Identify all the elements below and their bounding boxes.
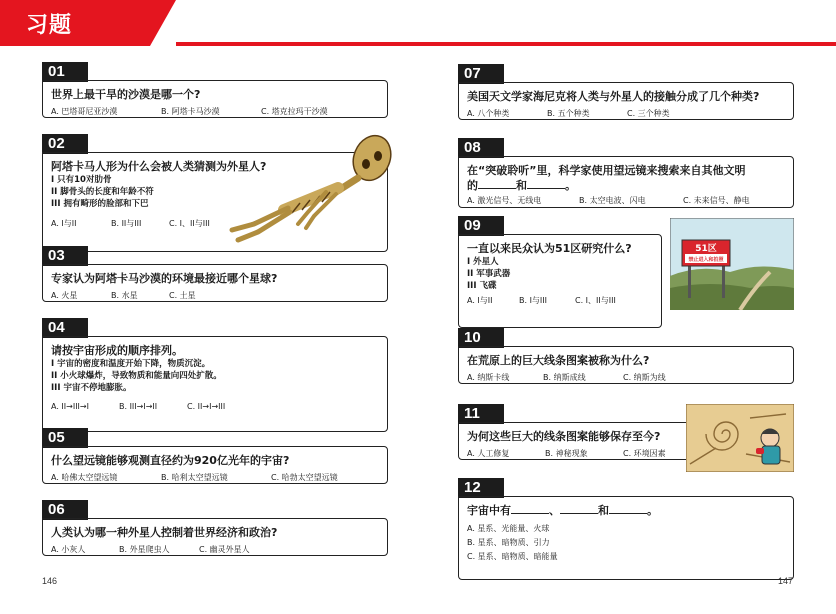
sign-title: 51区	[695, 244, 717, 254]
question-text: 美国天文学家海尼克将人类与外星人的接触分成了几个种类?	[467, 90, 760, 103]
option-c[interactable]: C. I、II与III	[169, 219, 210, 228]
question-text: 一直以来民众认为51区研究什么?	[467, 242, 632, 255]
question-box	[42, 80, 388, 118]
statement-1: I 宇宙的密度和温度开始下降，物质沉淀。	[51, 359, 211, 369]
option-a[interactable]: A. 人工修复	[467, 449, 510, 458]
question-box	[42, 518, 388, 556]
question-box	[42, 264, 388, 302]
header-white-area	[176, 0, 836, 46]
question-number: 06	[42, 500, 88, 520]
area-51-illustration	[670, 218, 794, 310]
option-b[interactable]: B. 五个种类	[547, 109, 590, 118]
statement-3: III 飞碟	[467, 281, 497, 291]
option-a[interactable]: A. I与II	[51, 219, 77, 228]
question-box	[458, 422, 694, 460]
mummy-skeleton-illustration	[218, 128, 404, 244]
statement-3: III 宇宙不停地膨胀。	[51, 383, 132, 393]
option-c[interactable]: C. 哈勃太空望远镜	[271, 473, 338, 482]
fill-blank-2[interactable]	[560, 503, 598, 514]
option-c[interactable]: C. 纳斯为线	[623, 373, 666, 382]
options	[467, 448, 685, 460]
option-c[interactable]: C. 土星	[169, 291, 196, 300]
options	[467, 108, 785, 120]
option-a[interactable]: A. 激光信号、无线电	[467, 196, 542, 205]
question-text: 为何这些巨大的线条图案能够保存至今?	[467, 430, 661, 443]
sign-subtitle: 禁止进入和拍照	[688, 257, 724, 263]
option-a[interactable]: A. 纳斯卡线	[467, 373, 510, 382]
option-b[interactable]: B. 阿塔卡马沙漠	[161, 107, 220, 116]
option-a[interactable]: A. I与II	[467, 296, 493, 305]
question-box	[458, 156, 794, 208]
fill-blank-3[interactable]	[609, 503, 647, 514]
options	[467, 195, 785, 207]
options	[51, 106, 379, 118]
question-number: 04	[42, 318, 88, 338]
option-c[interactable]: C. 星系、暗物质、暗能量	[467, 552, 558, 561]
question-number: 11	[458, 404, 504, 424]
statement-3: III 拥有畸形的脸部和下巴	[51, 199, 149, 209]
question-box	[458, 82, 794, 120]
question-box	[458, 346, 794, 384]
page-title: 习题	[26, 13, 73, 38]
option-b[interactable]: B. 纳斯成线	[543, 373, 586, 382]
question-text: 宇宙中有 、 和 。	[467, 504, 658, 517]
statement-1: I 外星人	[467, 257, 499, 267]
option-a[interactable]: A. 八个种类	[467, 109, 510, 118]
skeleton-icon	[232, 130, 397, 240]
header-red-strip	[176, 42, 836, 46]
options	[51, 472, 379, 484]
question-number: 12	[458, 478, 504, 498]
question-text: 专家认为阿塔卡马沙漠的环境最接近哪个星球?	[51, 272, 278, 285]
page-number-right: 147	[778, 576, 794, 586]
question-text-line2: 的 和 。	[467, 179, 576, 192]
option-a[interactable]: A. 火星	[51, 291, 78, 300]
option-b[interactable]: B. 水星	[111, 291, 138, 300]
header-notch	[150, 0, 176, 46]
question-number: 03	[42, 246, 88, 266]
question-text: 在荒原上的巨大线条图案被称为什么?	[467, 354, 650, 367]
question-number: 02	[42, 134, 88, 154]
options	[467, 372, 785, 384]
question-text: 什么望远镜能够观测直径约为920亿光年的宇宙?	[51, 454, 290, 467]
question-text-line1: 在“突破聆听”里，科学家使用望远镜来搜索来自其他文明	[467, 164, 746, 177]
question-text: 世界上最干旱的沙漠是哪一个?	[51, 88, 201, 101]
page-number-left: 146	[42, 576, 58, 586]
option-a[interactable]: A. 星系、光能量、火球	[467, 524, 550, 533]
statement-2: II 小火球爆炸，导致物质和能量向四处扩散。	[51, 371, 222, 381]
option-c[interactable]: C. 未来信号、静电	[683, 196, 750, 205]
option-a[interactable]: A. 巴塔哥尼亚沙漠	[51, 107, 118, 116]
question-text: 人类认为哪一种外星人控制着世界经济和政治?	[51, 526, 278, 539]
question-number: 07	[458, 64, 504, 84]
option-c[interactable]: C. 三个种类	[627, 109, 670, 118]
options	[51, 290, 379, 302]
options	[467, 295, 653, 307]
option-a[interactable]: A. II→III→I	[51, 402, 89, 411]
option-b[interactable]: B. I与III	[519, 296, 548, 305]
question-box	[42, 446, 388, 484]
option-b[interactable]: B. 哈利太空望远镜	[161, 473, 228, 482]
option-b[interactable]: B. 太空电波、闪电	[579, 196, 646, 205]
statement-1: I 只有10对肋骨	[51, 175, 112, 185]
option-c[interactable]: C. 幽灵外星人	[199, 545, 250, 554]
fill-blank-1[interactable]	[511, 503, 549, 514]
question-number: 05	[42, 428, 88, 448]
fill-blank-1[interactable]	[478, 178, 516, 189]
option-b[interactable]: B. 外星爬虫人	[119, 545, 170, 554]
options	[51, 402, 379, 414]
nazca-lines-illustration	[686, 404, 794, 472]
question-number: 08	[458, 138, 504, 158]
option-a[interactable]: A. 哈佛太空望远镜	[51, 473, 118, 482]
option-b[interactable]: B. III→I→II	[119, 402, 158, 411]
option-c[interactable]: C. 塔克拉玛干沙漠	[261, 107, 328, 116]
option-b[interactable]: B. 星系、暗物质、引力	[467, 538, 550, 547]
option-a[interactable]: A. 小灰人	[51, 545, 86, 554]
option-c[interactable]: C. 环境因素	[623, 449, 666, 458]
question-text: 请按宇宙形成的顺序排列。	[51, 344, 183, 357]
question-number: 09	[458, 216, 504, 236]
question-text: 阿塔卡马人形为什么会被人类猜测为外星人?	[51, 160, 267, 173]
question-box	[458, 496, 794, 580]
option-c[interactable]: C. I、II与III	[575, 296, 616, 305]
question-box	[42, 336, 388, 432]
fill-blank-2[interactable]	[527, 178, 565, 189]
option-b[interactable]: B. 神秘现象	[545, 449, 588, 458]
options	[51, 544, 379, 556]
statement-2: II 脚骨头的长度和年龄不符	[51, 187, 154, 197]
statement-2: II 军事武器	[467, 269, 511, 279]
option-c[interactable]: C. II→I→III	[187, 402, 226, 411]
question-number: 10	[458, 328, 504, 348]
option-b[interactable]: B. II与III	[111, 219, 142, 228]
question-box	[458, 234, 662, 328]
question-number: 01	[42, 62, 88, 82]
